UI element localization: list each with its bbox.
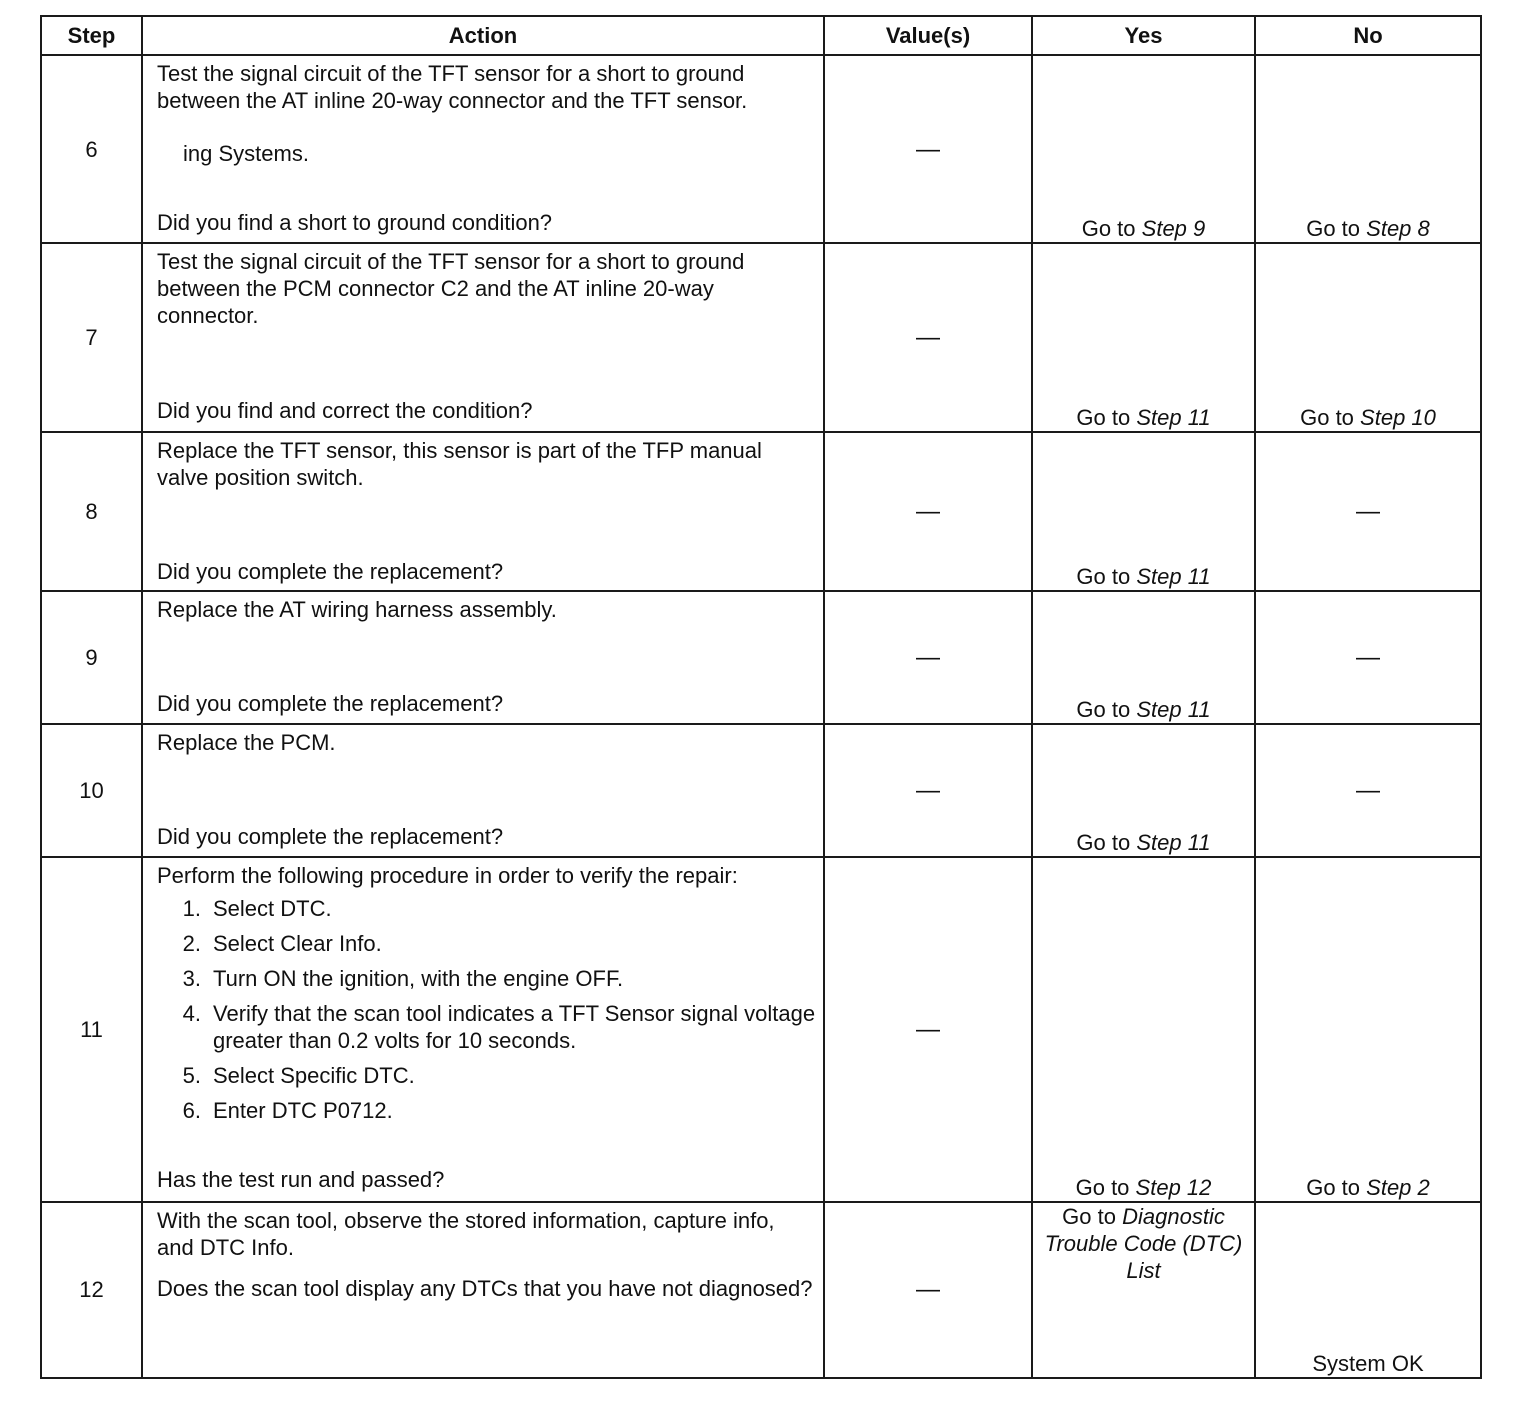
step-number: 12: [41, 1202, 142, 1378]
step-number: 7: [41, 243, 142, 431]
action-fragment: ing Systems.: [183, 141, 309, 166]
value-cell: —: [824, 432, 1032, 592]
yes-cell: Go to Step 11: [1032, 432, 1255, 592]
table-row: [41, 591, 1481, 724]
action-cell: [142, 724, 824, 857]
no-step-link: Step 8: [1366, 216, 1430, 242]
value-cell: —: [824, 591, 1032, 724]
table-row: [41, 857, 1481, 1202]
step-number: 10: [41, 724, 142, 857]
list-item: 6. Enter DTC P0712.: [182, 1097, 393, 1123]
table-row: [41, 243, 1481, 431]
value-cell: —: [824, 55, 1032, 243]
action-text: Replace the PCM.: [157, 730, 336, 756]
step-number: 6: [41, 55, 142, 243]
action-question: Did you complete the replacement?: [157, 691, 504, 717]
value-cell: —: [824, 857, 1032, 1202]
yes-step-link: Step 11: [1136, 829, 1211, 855]
procedure-list: [143, 895, 823, 1124]
action-text: With the scan tool, observe the stored information, capture info, and DTC Info.: [157, 1207, 775, 1260]
action-text: Test the signal circuit of the TFT sensor for a short to ground between the AT inline 20-way connector and the TFT sensor.: [157, 61, 748, 113]
action-question: Did you find and correct the condition?: [157, 398, 533, 424]
step-number: 8: [41, 432, 142, 592]
dtc-list-link: Diagnostic Trouble Code (DTC) List: [1044, 1203, 1243, 1283]
action-cell: [142, 432, 824, 592]
no-cell: Go to Step 2: [1255, 857, 1481, 1202]
action-cell: [142, 55, 824, 243]
table-row: [41, 55, 1481, 243]
action-question: Has the test run and passed?: [157, 1166, 445, 1192]
yes-cell: Go to Step 11: [1032, 243, 1255, 431]
no-cell: —: [1255, 432, 1481, 592]
table-row: [41, 432, 1481, 592]
action-question: Does the scan tool display any DTCs that you have not diagnosed?: [157, 1275, 813, 1301]
action-question: Did you complete the replacement?: [157, 824, 504, 850]
action-text: Perform the following procedure in order to verify the repair:: [157, 862, 738, 888]
step-number: 11: [41, 857, 142, 1202]
header-values: Value(s): [824, 16, 1032, 55]
value-cell: —: [824, 724, 1032, 857]
no-step-link: Step 2: [1366, 1174, 1430, 1200]
list-item: 4. Verify that the scan tool indicates a TFT Sensor signal voltage greater than 0.2 volts for 10 seconds.: [182, 1000, 816, 1053]
header-yes: Yes: [1032, 16, 1255, 55]
action-cell: [142, 1202, 824, 1378]
action-cell: [142, 857, 824, 1202]
header-row: [41, 16, 1481, 55]
no-cell: —: [1255, 724, 1481, 857]
yes-cell: Go to Step 9: [1032, 55, 1255, 243]
header-no: No: [1255, 16, 1481, 55]
action-cell: [142, 243, 824, 431]
yes-step-link: Step 11: [1136, 564, 1211, 590]
system-ok-text: System OK: [1312, 1351, 1424, 1376]
no-step-link: Step 10: [1360, 404, 1436, 430]
list-item: 2. Select Clear Info.: [182, 930, 382, 956]
yes-cell: Go to Step 12: [1032, 857, 1255, 1202]
yes-step-link: Step 11: [1136, 404, 1211, 430]
action-text: Replace the AT wiring harness assembly.: [157, 597, 557, 623]
step-number: 9: [41, 591, 142, 724]
value-cell: —: [824, 243, 1032, 431]
yes-cell: Go to Diagnostic Trouble Code (DTC) List: [1032, 1202, 1255, 1378]
yes-cell: Go to Step 11: [1032, 724, 1255, 857]
no-cell: —: [1255, 591, 1481, 724]
action-question: Did you complete the replacement?: [157, 558, 504, 584]
yes-cell: Go to Step 11: [1032, 591, 1255, 724]
list-item: 1. Select DTC.: [182, 895, 332, 921]
value-cell: —: [824, 1202, 1032, 1378]
action-text: Replace the TFT sensor, this sensor is part of the TFP manual valve position switch.: [157, 437, 762, 490]
yes-step-link: Step 11: [1136, 697, 1211, 723]
no-cell: Go to Step 10: [1255, 243, 1481, 431]
header-step: Step: [41, 16, 142, 55]
yes-step-link: Step 12: [1135, 1174, 1212, 1200]
list-item: 5. Select Specific DTC.: [182, 1062, 415, 1088]
diagnostic-table: [40, 15, 1482, 1379]
list-item: 3. Turn ON the ignition, with the engine OFF.: [182, 965, 624, 991]
table-row: [41, 1202, 1481, 1378]
no-cell: Go to Step 8: [1255, 55, 1481, 243]
action-text: Test the signal circuit of the TFT sensor for a short to ground between the PCM connector C2 and the AT inline 20-way connector.: [157, 249, 745, 329]
table-row: [41, 724, 1481, 857]
no-cell: [1255, 1202, 1481, 1378]
header-action: Action: [142, 16, 824, 55]
yes-step-link: Step 9: [1141, 216, 1206, 242]
action-question: Did you find a short to ground condition?: [157, 210, 553, 235]
action-cell: [142, 591, 824, 724]
